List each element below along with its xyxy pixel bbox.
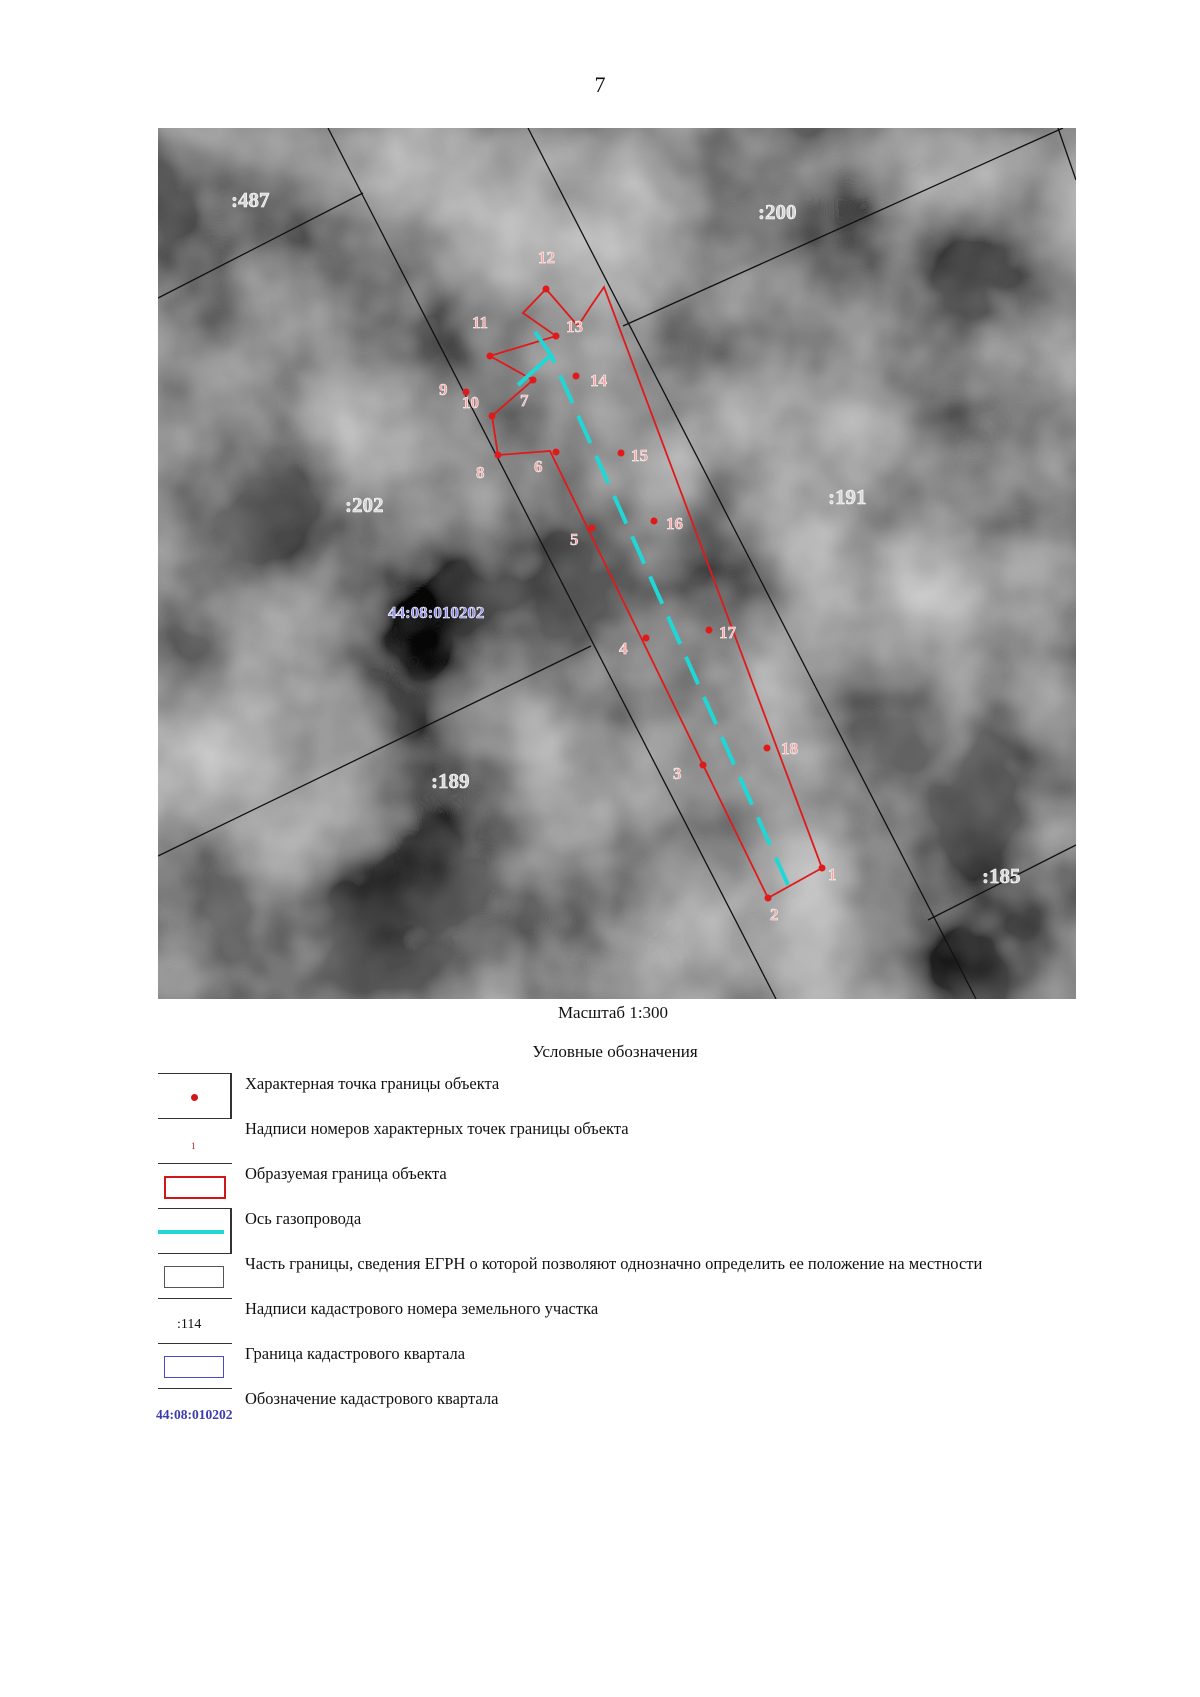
- boundary-point-label: 15: [631, 446, 648, 465]
- boundary-point[interactable]: [643, 635, 650, 642]
- legend-symbol: [158, 1118, 232, 1164]
- boundary-point[interactable]: [530, 377, 537, 384]
- cyan-line-icon: [158, 1230, 224, 1234]
- boundary-point[interactable]: [489, 413, 496, 420]
- legend-divider: [230, 1209, 232, 1254]
- boundary-point[interactable]: [553, 449, 560, 456]
- boundary-point-label: 12: [538, 248, 555, 267]
- legend-symbol: [158, 1343, 232, 1389]
- boundary-point-label: 2: [770, 905, 779, 924]
- blue-rect-icon: [164, 1356, 224, 1378]
- boundary-point-label: 1: [828, 865, 837, 884]
- boundary-point-label: 9: [439, 380, 448, 399]
- quarter-label: 44:08:010202: [388, 603, 485, 622]
- legend-row-object-boundary: [158, 1163, 1118, 1208]
- parcel-cadastral-label: :185: [982, 864, 1021, 888]
- boundary-point[interactable]: [765, 895, 772, 902]
- legend-symbol: [158, 1073, 232, 1119]
- legend-divider: [230, 1074, 232, 1119]
- legend-row-egrn-boundary: [158, 1253, 1118, 1298]
- dot-icon: [191, 1094, 198, 1101]
- boundary-point[interactable]: [706, 627, 713, 634]
- legend-symbol: [158, 1253, 232, 1299]
- boundary-point[interactable]: [495, 452, 502, 459]
- boundary-point[interactable]: [573, 373, 580, 380]
- red-rect-icon: [164, 1176, 226, 1199]
- legend-symbol: [158, 1163, 232, 1209]
- boundary-point-label: 16: [666, 514, 683, 533]
- legend-symbol: [158, 1208, 232, 1254]
- legend-text: Ось газопровода: [245, 1209, 362, 1228]
- legend-text: Обозначение кадастрового квартала: [245, 1389, 499, 1408]
- legend-row-point-number: [158, 1118, 1118, 1163]
- number-label-icon: 1: [191, 1141, 196, 1151]
- legend-row-pipeline: [158, 1208, 1118, 1253]
- parcel-cadastral-label: :189: [431, 769, 470, 793]
- legend-row-point: [158, 1073, 1118, 1118]
- boundary-point[interactable]: [700, 762, 707, 769]
- legend-title: Условные обозначения: [532, 1042, 698, 1061]
- boundary-point-label: 14: [590, 371, 607, 390]
- boundary-point[interactable]: [819, 865, 826, 872]
- legend-row-quarter-boundary: [158, 1343, 1118, 1388]
- legend-text: Характерная точка границы объекта: [245, 1074, 500, 1093]
- boundary-point[interactable]: [618, 450, 625, 457]
- legend-text: Образуемая граница объекта: [245, 1164, 447, 1183]
- legend-text: Надписи кадастрового номера земельного участка: [245, 1299, 599, 1318]
- legend-text: Надписи номеров характерных точек границы объекта: [245, 1119, 629, 1138]
- boundary-point[interactable]: [543, 286, 550, 293]
- boundary-point-label: 7: [520, 391, 529, 410]
- boundary-point-label: 5: [570, 530, 579, 549]
- cadastral-map[interactable]: [158, 128, 1076, 999]
- map-canvas: [158, 128, 1076, 999]
- scale-text: Масштаб 1:300: [557, 1003, 669, 1022]
- legend: [158, 1073, 1118, 1433]
- boundary-point[interactable]: [764, 745, 771, 752]
- boundary-point-label: 13: [566, 317, 583, 336]
- boundary-point-label: 10: [462, 393, 479, 412]
- boundary-point-label: 3: [673, 764, 682, 783]
- parcel-cadastral-label: :191: [828, 485, 867, 509]
- boundary-point-label: 17: [719, 623, 736, 642]
- boundary-point-label: 11: [472, 313, 489, 332]
- legend-text: Граница кадастрового квартала: [245, 1344, 466, 1363]
- legend-text: Часть границы, сведения ЕГРН о которой позволяют однозначно определить ее положение на местности: [245, 1254, 983, 1273]
- boundary-point[interactable]: [651, 518, 658, 525]
- parcel-cadastral-label: :202: [345, 493, 384, 517]
- parcel-cadastral-label: :487: [231, 188, 270, 212]
- legend-symbol: [158, 1388, 232, 1434]
- boundary-point[interactable]: [589, 525, 596, 532]
- page-number: 7: [594, 72, 606, 97]
- grey-rect-icon: [164, 1266, 224, 1288]
- parcel-cadastral-label: :200: [758, 200, 797, 224]
- legend-symbol: [158, 1298, 232, 1344]
- quarter-label-icon: 44:08:010202: [156, 1407, 233, 1422]
- legend-row-cadastral-number: [158, 1298, 1118, 1343]
- boundary-point-label: 18: [781, 739, 798, 758]
- cadastral-label-icon: :114: [177, 1317, 202, 1332]
- boundary-point-label: 4: [619, 639, 628, 658]
- legend-row-quarter-label: [158, 1388, 1118, 1433]
- boundary-point[interactable]: [487, 353, 494, 360]
- boundary-point-label: 8: [476, 463, 485, 482]
- boundary-point-label: 6: [534, 457, 543, 476]
- boundary-point[interactable]: [553, 333, 560, 340]
